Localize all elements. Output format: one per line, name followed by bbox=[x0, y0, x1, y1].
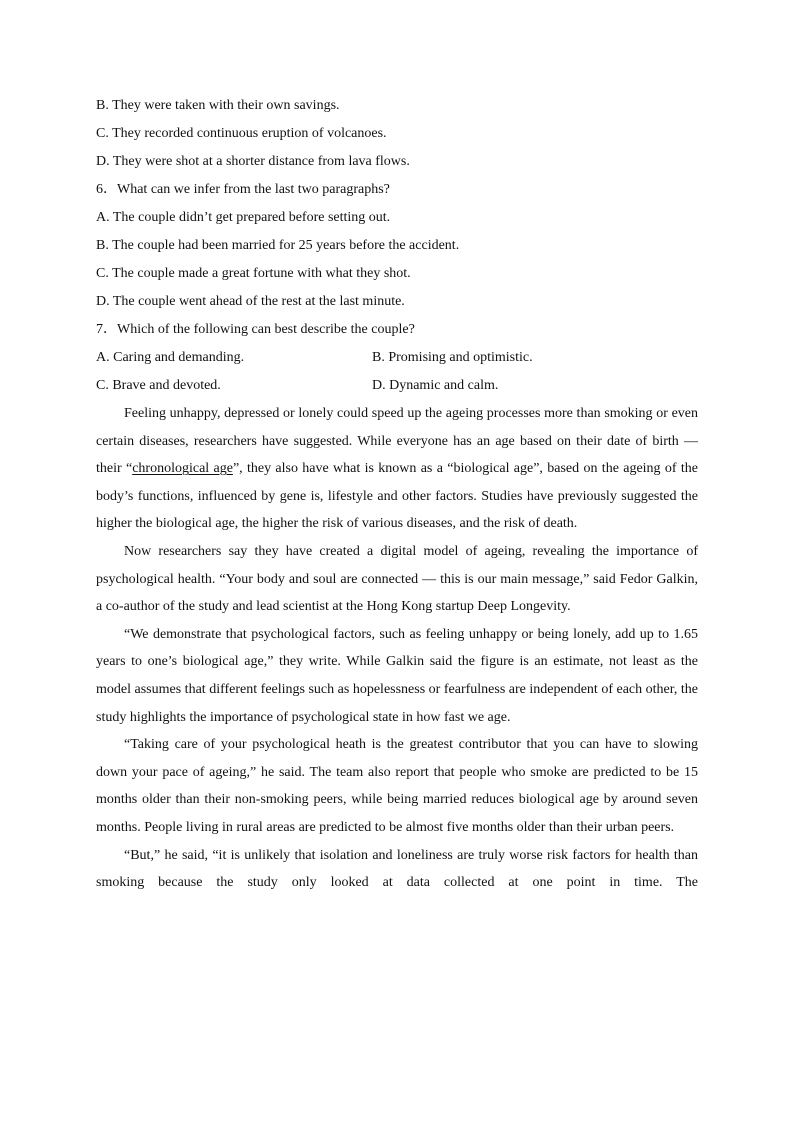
passage-paragraph-3: “We demonstrate that psychological factors, such as feeling unhappy or being lonely, add up to 1.65 years to one’s biological age,” they write. While Galkin said the figure is an estimate, not least as the model assumes that different feelings such as hopelessness or fearfulness are independent of each other, the study highlights the importance of psychological state in how fast we age. bbox=[96, 626, 698, 725]
q5-option-d: D. They were shot at a shorter distance from lava flows. bbox=[96, 154, 410, 169]
q7-options-row-2 bbox=[96, 372, 698, 400]
q7-option-b: B. Promising and optimistic. bbox=[372, 350, 533, 365]
p1-text-after: ”, they also have what is known as a “biological age”, based on the ageing of the body’s functions, influenced by gene is, lifestyle and other factors. Studies have previously suggested the higher the biological age, the higher the risk of various diseases, and the risk of death. bbox=[96, 461, 698, 532]
passage-paragraph-1 bbox=[96, 400, 698, 538]
q6-stem: 6．What can we infer from the last two paragraphs? bbox=[96, 182, 390, 197]
q7-stem: 7．Which of the following can best describe the couple? bbox=[96, 322, 415, 337]
q6-option-d: D. The couple went ahead of the rest at the last minute. bbox=[96, 294, 405, 309]
q6-option-c: C. The couple made a great fortune with what they shot. bbox=[96, 266, 411, 281]
passage-paragraph-5: “But,” he said, “it is unlikely that isolation and loneliness are truly worse risk factors for health than smoking because the study only looked at data collected at one point in time. The bbox=[96, 847, 698, 891]
q7-option-a: A. Caring and demanding. bbox=[96, 350, 245, 365]
document-page bbox=[96, 92, 698, 897]
p1-text-before: Feeling unhappy, depressed or lonely could speed up the ageing processes more than smoking or even certain diseases, researchers have suggested. While everyone has an age based on their date of birth — their “ bbox=[96, 406, 698, 477]
passage-paragraph-2: Now researchers say they have created a digital model of ageing, revealing the importance of psychological health. “Your body and soul are connected — this is our main message,” said Fedor Galkin, a co-author of the study and lead scientist at the Hong Kong startup Deep Longevity. bbox=[96, 543, 698, 615]
q5-option-b: B. They were taken with their own savings. bbox=[96, 98, 340, 113]
q7-option-d: D. Dynamic and calm. bbox=[372, 378, 499, 393]
q7-option-c: C. Brave and devoted. bbox=[96, 378, 221, 393]
q7-options-row-1 bbox=[96, 344, 698, 372]
q6-option-a: A. The couple didn’t get prepared before setting out. bbox=[96, 210, 391, 225]
passage-paragraph-4: “Taking care of your psychological heath is the greatest contributor that you can have to slowing down your pace of ageing,” he said. The team also report that people who smoke are predicted to be 15 months older than their non-smoking peers, while being married reduces biological age by around seven months. People living in rural areas are predicted to be almost five months older than their urban peers. bbox=[96, 737, 698, 835]
q5-option-c: C. They recorded continuous eruption of volcanoes. bbox=[96, 126, 387, 141]
q6-option-b: B. The couple had been married for 25 years before the accident. bbox=[96, 238, 460, 253]
chronological-age-underlined: chronological age bbox=[132, 461, 233, 477]
